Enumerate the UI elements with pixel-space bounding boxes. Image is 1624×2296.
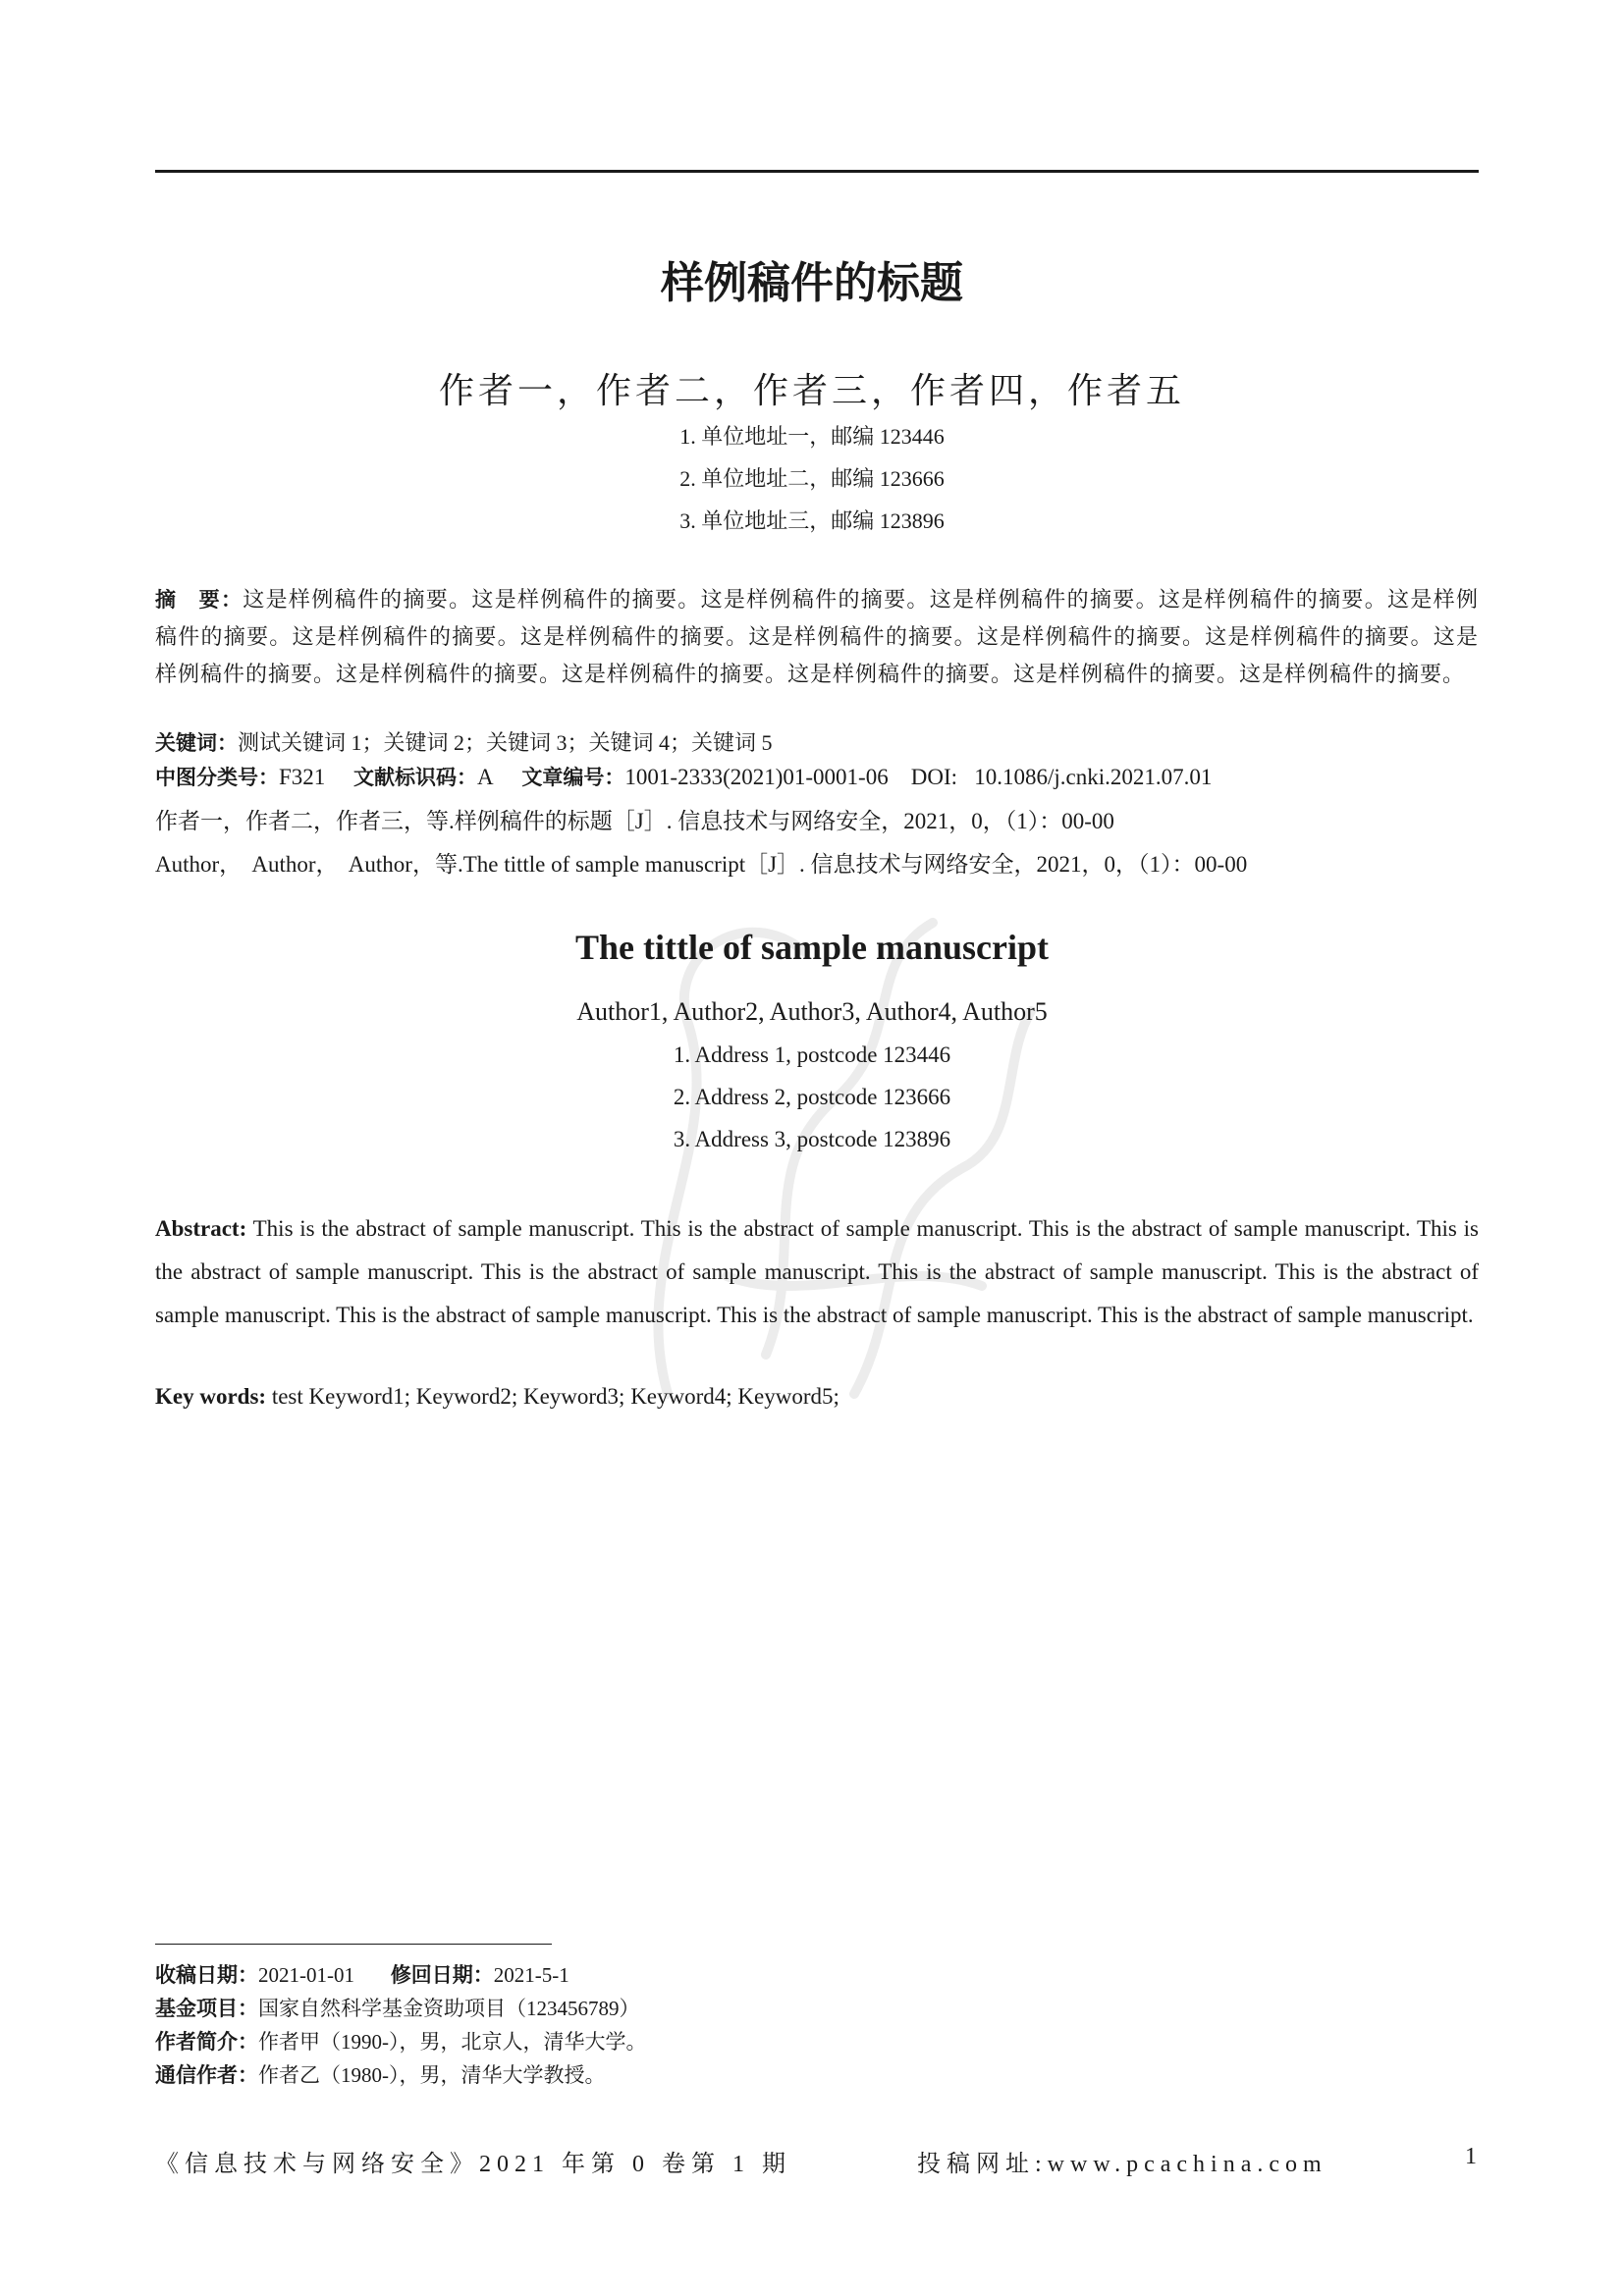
revised-label: 修回日期： bbox=[390, 1963, 494, 1987]
article-number-value: 1001-2333(2021)01-0001-06 bbox=[624, 765, 889, 789]
affiliation-cn-2: 2. 单位地址二，邮编 123666 bbox=[679, 466, 945, 491]
abstract-en bbox=[155, 1207, 1479, 1337]
footnote-fund bbox=[155, 1993, 640, 2022]
footer-website: 投稿网址:www.pcachina.com bbox=[917, 2152, 1327, 2177]
citation-cn: 作者一，作者二，作者三，等.样例稿件的标题［J］. 信息技术与网络安全，2021，0，（1）：00-00 bbox=[155, 809, 1114, 833]
bio-label: 作者简介： bbox=[155, 2030, 258, 2054]
header-rule bbox=[155, 170, 1479, 173]
footnote-rule bbox=[155, 1944, 552, 1945]
keywords-en-text: test Keyword1; Keyword2; Keyword3; Keyword4; Keyword5; bbox=[271, 1384, 839, 1409]
doi-value: 10.1086/j.cnki.2021.07.01 bbox=[974, 765, 1213, 789]
affiliation-cn-3: 3. 单位地址三，邮编 123896 bbox=[679, 508, 945, 533]
abstract-cn bbox=[155, 581, 1479, 693]
fund-label: 基金项目： bbox=[155, 1997, 258, 2020]
paper-title-cn: 样例稿件的标题 bbox=[661, 258, 963, 308]
footnote-dates bbox=[155, 1959, 569, 1989]
citation-en: Author， Author， Author，等.The tittle of sample manuscript［J］. 信息技术与网络安全，2021，0，（1）：00-00 bbox=[155, 852, 1248, 877]
abstract-cn-label: 摘 要： bbox=[155, 588, 244, 612]
clc-label: 中图分类号： bbox=[155, 766, 279, 789]
keywords-en bbox=[155, 1384, 1479, 1410]
revised-date: 2021-5-1 bbox=[493, 1963, 569, 1987]
keywords-en-label: Key words: bbox=[155, 1384, 267, 1409]
received-label: 收稿日期： bbox=[155, 1963, 258, 1987]
article-number-label: 文章编号： bbox=[521, 766, 625, 789]
abstract-cn-text: 这是样例稿件的摘要。这是样例稿件的摘要。这是样例稿件的摘要。这是样例稿件的摘要。这是样例稿件的摘要。这是样例稿件的摘要。这是样例稿件的摘要。这是样例稿件的摘要。这是样例稿件的摘要。这是样例稿件的摘要。这是样例稿件的摘要。这是样例稿件的摘要。这是样例稿件的摘要。这是样例稿件的摘要。这是样例稿件的摘要。这是样例稿件的摘要。这是样例稿件的摘要。 bbox=[155, 587, 1479, 686]
doc-code-value: A bbox=[477, 765, 494, 789]
affiliation-en-1: 1. Address 1, postcode 123446 bbox=[673, 1042, 951, 1067]
footer-journal: 《信息技术与网络安全》2021 年第 0 卷第 1 期 bbox=[155, 2152, 791, 2177]
author-list-cn: 作者一，作者二，作者三，作者四，作者五 bbox=[438, 371, 1185, 410]
keywords-cn bbox=[155, 726, 1479, 757]
corresponding-label: 通信作者： bbox=[155, 2063, 258, 2087]
classification-line bbox=[155, 762, 1479, 791]
keywords-cn-label: 关键词： bbox=[155, 731, 238, 755]
received-date: 2021-01-01 bbox=[258, 1963, 354, 1987]
footnote-bio bbox=[155, 2026, 647, 2056]
footnote-corresponding bbox=[155, 2059, 606, 2089]
clc-value: F321 bbox=[279, 765, 326, 789]
fund-text: 国家自然科学基金资助项目（123456789） bbox=[258, 1997, 640, 2020]
affiliation-en-3: 3. Address 3, postcode 123896 bbox=[673, 1127, 951, 1151]
affiliation-en-2: 2. Address 2, postcode 123666 bbox=[673, 1085, 951, 1109]
doc-code-label: 文献标识码： bbox=[353, 766, 478, 789]
corresponding-text: 作者乙（1980-），男，清华大学教授。 bbox=[258, 2063, 606, 2087]
abstract-en-label: Abstract: bbox=[155, 1216, 247, 1241]
affiliation-cn-1: 1. 单位地址一，邮编 123446 bbox=[679, 424, 945, 449]
abstract-en-text: This is the abstract of sample manuscript. This is the abstract of sample manuscript. This is the abstract of sample manuscript. This is the abstract of sample manuscript. This is the abstract of sample manuscript. This is the abstract of sample manuscript. This is the abstract of sample manuscript. This is the abstract of sample manuscript. This is the abstract of sample manuscript. This is the abstract of sample manuscript. bbox=[155, 1216, 1479, 1327]
doi-label: DOI: bbox=[910, 765, 957, 789]
keywords-cn-text: 测试关键词 1；关键词 2；关键词 3；关键词 4；关键词 5 bbox=[238, 730, 773, 755]
page-number: 1 bbox=[1465, 2144, 1477, 2169]
paper-title-en: The tittle of sample manuscript bbox=[575, 928, 1049, 967]
bio-text: 作者甲（1990-），男，北京人，清华大学。 bbox=[258, 2030, 647, 2054]
author-list-en: Author1, Author2, Author3, Author4, Author5 bbox=[576, 997, 1048, 1026]
